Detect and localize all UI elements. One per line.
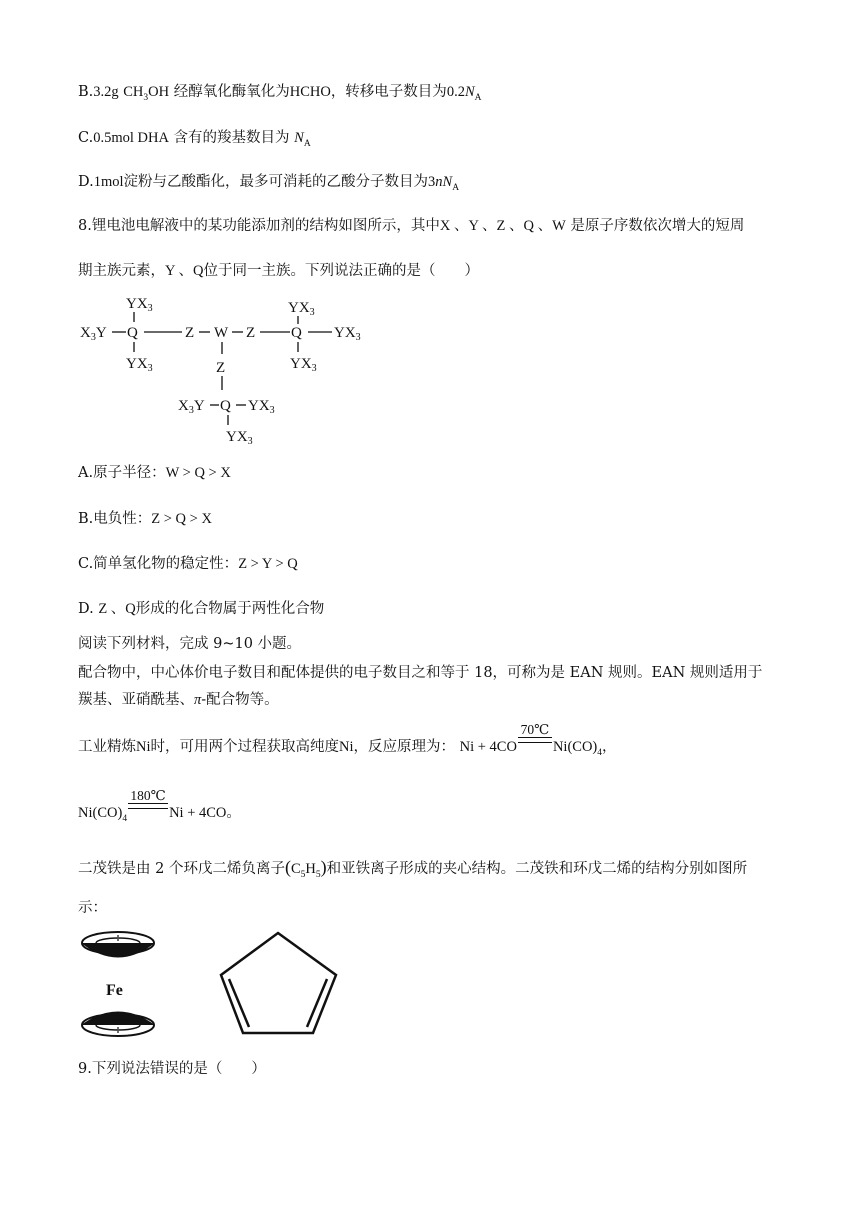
- yx3-right: $YX_3$: [334, 325, 361, 343]
- q7-option-b: B.3.2g $CH_3OH$ 经醇氧化酶氧化为HCHO，转移电子数目为$0.2N_A$: [78, 84, 482, 103]
- w-center: W: [214, 325, 229, 341]
- q-bottom: Q: [220, 398, 231, 414]
- material-p2-line1: 工业精炼Ni时，可用两个过程获取高纯度Ni，反应原理为： Ni + 4CO 70℃ $Ni(CO)_4$，: [78, 722, 617, 758]
- z-bottom: Z: [216, 360, 226, 376]
- q7-option-c: C.0.5mol DHA 含有的羧基数目为 $N_A$: [78, 130, 311, 149]
- material-p1-line2: 羰基、亚硝酰基、π-配合物等。: [78, 692, 279, 708]
- yx3-top-right: $YX_3$: [288, 300, 315, 318]
- equilibrium-arrow-1: 70℃: [518, 739, 552, 756]
- q8-structure-diagram: [78, 292, 378, 452]
- yx3-bottom-q-down: $YX_3$: [226, 429, 253, 447]
- material-p1-line1: 配合物中，中心体价电子数目和配体提供的电子数目之和等于 18，可称为是 EAN 规则。EAN 规则适用于: [78, 665, 763, 681]
- q8-stem-line1: 8.锂电池电解液中的某功能添加剂的结构如图所示，其中X 、Y 、Z 、Q 、W 是原子序数依次增大的短周: [78, 218, 745, 234]
- yx3-top-left: $YX_3$: [126, 296, 153, 314]
- q-right: Q: [291, 325, 302, 341]
- fe-label: Fe: [106, 982, 123, 999]
- q9-stem: 9.下列说法错误的是（ ）: [78, 1061, 266, 1077]
- z-left: Z: [185, 325, 195, 341]
- q8-option-a: A.原子半径：W > Q > X: [78, 465, 231, 481]
- yx3-bottom-left: $YX_3$: [126, 356, 153, 374]
- material-p2-line2: $Ni(CO)_4$ 180℃ Ni + 4CO。: [78, 788, 241, 824]
- cyclopentadiene-structure: [215, 925, 345, 1037]
- yx3-bottom-q-right: $YX_3$: [248, 398, 275, 416]
- material-intro: 阅读下列材料，完成 9~10 小题。: [78, 636, 302, 652]
- ferrocene-structure: [78, 925, 168, 1050]
- q8-option-b: B.电负性：Z > Q > X: [78, 511, 212, 527]
- z-right: Z: [246, 325, 256, 341]
- x3y-bottom: $X_3Y$: [178, 398, 205, 416]
- q8-option-c: C.简单氢化物的稳定性：Z > Y > Q: [78, 556, 298, 572]
- equilibrium-arrow-2: 180℃: [128, 805, 168, 822]
- yx3-bottom-right: $YX_3$: [290, 356, 317, 374]
- material-p3-line1: 二茂铁是由 2 个环戊二烯负离子$(C_5H_5)$和亚铁离子形成的夹心结构。二茂铁和环戊二烯的结构分别如图所: [78, 857, 748, 880]
- x3y-left: $X_3Y$: [80, 325, 107, 343]
- material-p3-line2: 示：: [78, 900, 107, 916]
- q7-option-d: D.1mol淀粉与乙酸酯化，最多可消耗的乙酸分子数目为$3nN_A$: [78, 174, 460, 193]
- q8-stem-line2: 期主族元素，Y 、Q位于同一主族。下列说法正确的是（ ）: [78, 263, 480, 279]
- q8-option-d: D. Z 、Q形成的化合物属于两性化合物: [78, 601, 325, 617]
- q-left: Q: [127, 325, 138, 341]
